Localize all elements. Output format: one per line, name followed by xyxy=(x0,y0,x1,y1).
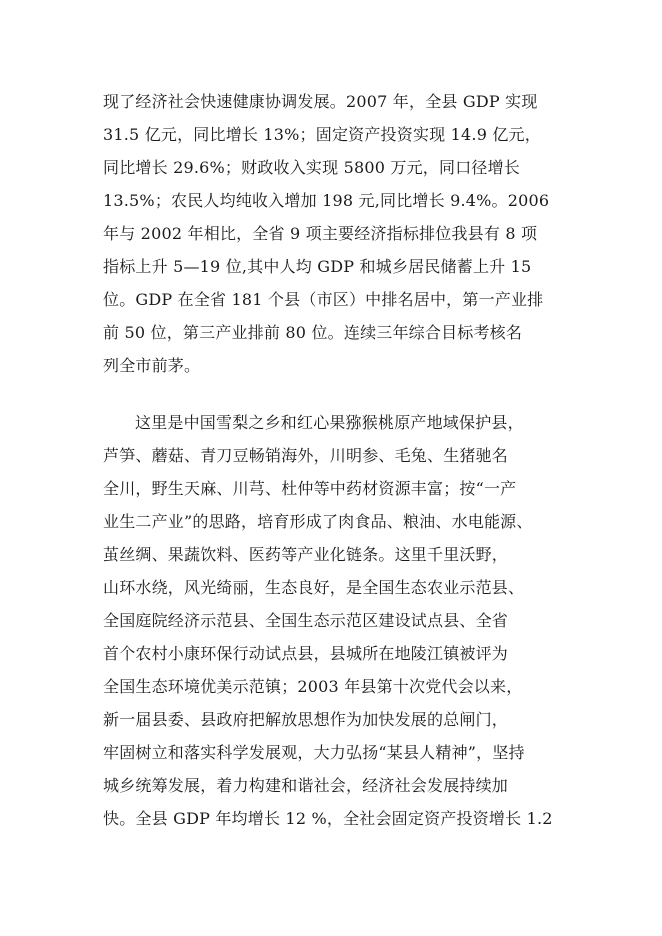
text-line: 13.5%；农民人均纯收入增加 198 元,同比增长 9.4%。2006 xyxy=(103,191,550,210)
text-line: 列全市前茅。 xyxy=(103,356,201,375)
text-line: 全川，野生天麻、川芎、杜仲等中药材资源丰富；按“一产 xyxy=(103,479,517,498)
text-line: 指标上升 5—19 位,其中人均 GDP 和城乡居民储蓄上升 15 xyxy=(103,257,532,276)
text-line: 这里是中国雪梨之乡和红心果猕猴桃原产地域保护县， xyxy=(135,413,524,432)
text-line: 业生二产业”的思路，培育形成了肉食品、粮油、水电能源、 xyxy=(103,512,533,531)
text-line: 全国生态环境优美示范镇；2003 年县第十次党代会以来， xyxy=(103,677,523,696)
text-line: 山环水绕，风光绮丽，生态良好，是全国生态农业示范县、 xyxy=(103,578,525,597)
text-line: 31.5 亿元，同比增长 13%；固定资产投资实现 14.9 亿元， xyxy=(103,125,541,144)
text-line: 年与 2002 年相比，全省 9 项主要经济指标排位我县有 8 项 xyxy=(103,224,538,243)
text-line: 快。全县 GDP 年均增长 12 %，全社会固定资产投资增长 1.2 xyxy=(103,809,553,828)
text-line: 芦笋、蘑菇、青刀豆畅销海外，川明参、毛兔、生猪驰名 xyxy=(103,446,509,465)
text-line: 现了经济社会快速健康协调发展。2007 年，全县 GDP 实现 xyxy=(103,92,538,111)
text-line: 首个农村小康环保行动试点县，县城所在地陵江镇被评为 xyxy=(103,644,509,663)
text-line: 前 50 位，第三产业排前 80 位。连续三年综合目标考核名 xyxy=(103,323,523,342)
text-line: 全国庭院经济示范县、全国生态示范区建设试点县、全省 xyxy=(103,611,509,630)
text-line: 同比增长 29.6%；财政收入实现 5800 万元，同口径增长 xyxy=(103,158,521,177)
text-line: 位。GDP 在全省 181 个县（市区）中排名居中，第一产业排 xyxy=(103,290,544,309)
text-line: 牢固树立和落实科学发展观，大力弘扬“某县人精神”，坚持 xyxy=(103,743,525,762)
text-line: 茧丝绸、果蔬饮料、医药等产业化链条。这里千里沃野， xyxy=(103,545,509,564)
text-line: 新一届县委、县政府把解放思想作为加快发展的总闸门， xyxy=(103,710,509,729)
text-line: 城乡统筹发展，着力构建和谐社会，经济社会发展持续加 xyxy=(103,776,509,795)
